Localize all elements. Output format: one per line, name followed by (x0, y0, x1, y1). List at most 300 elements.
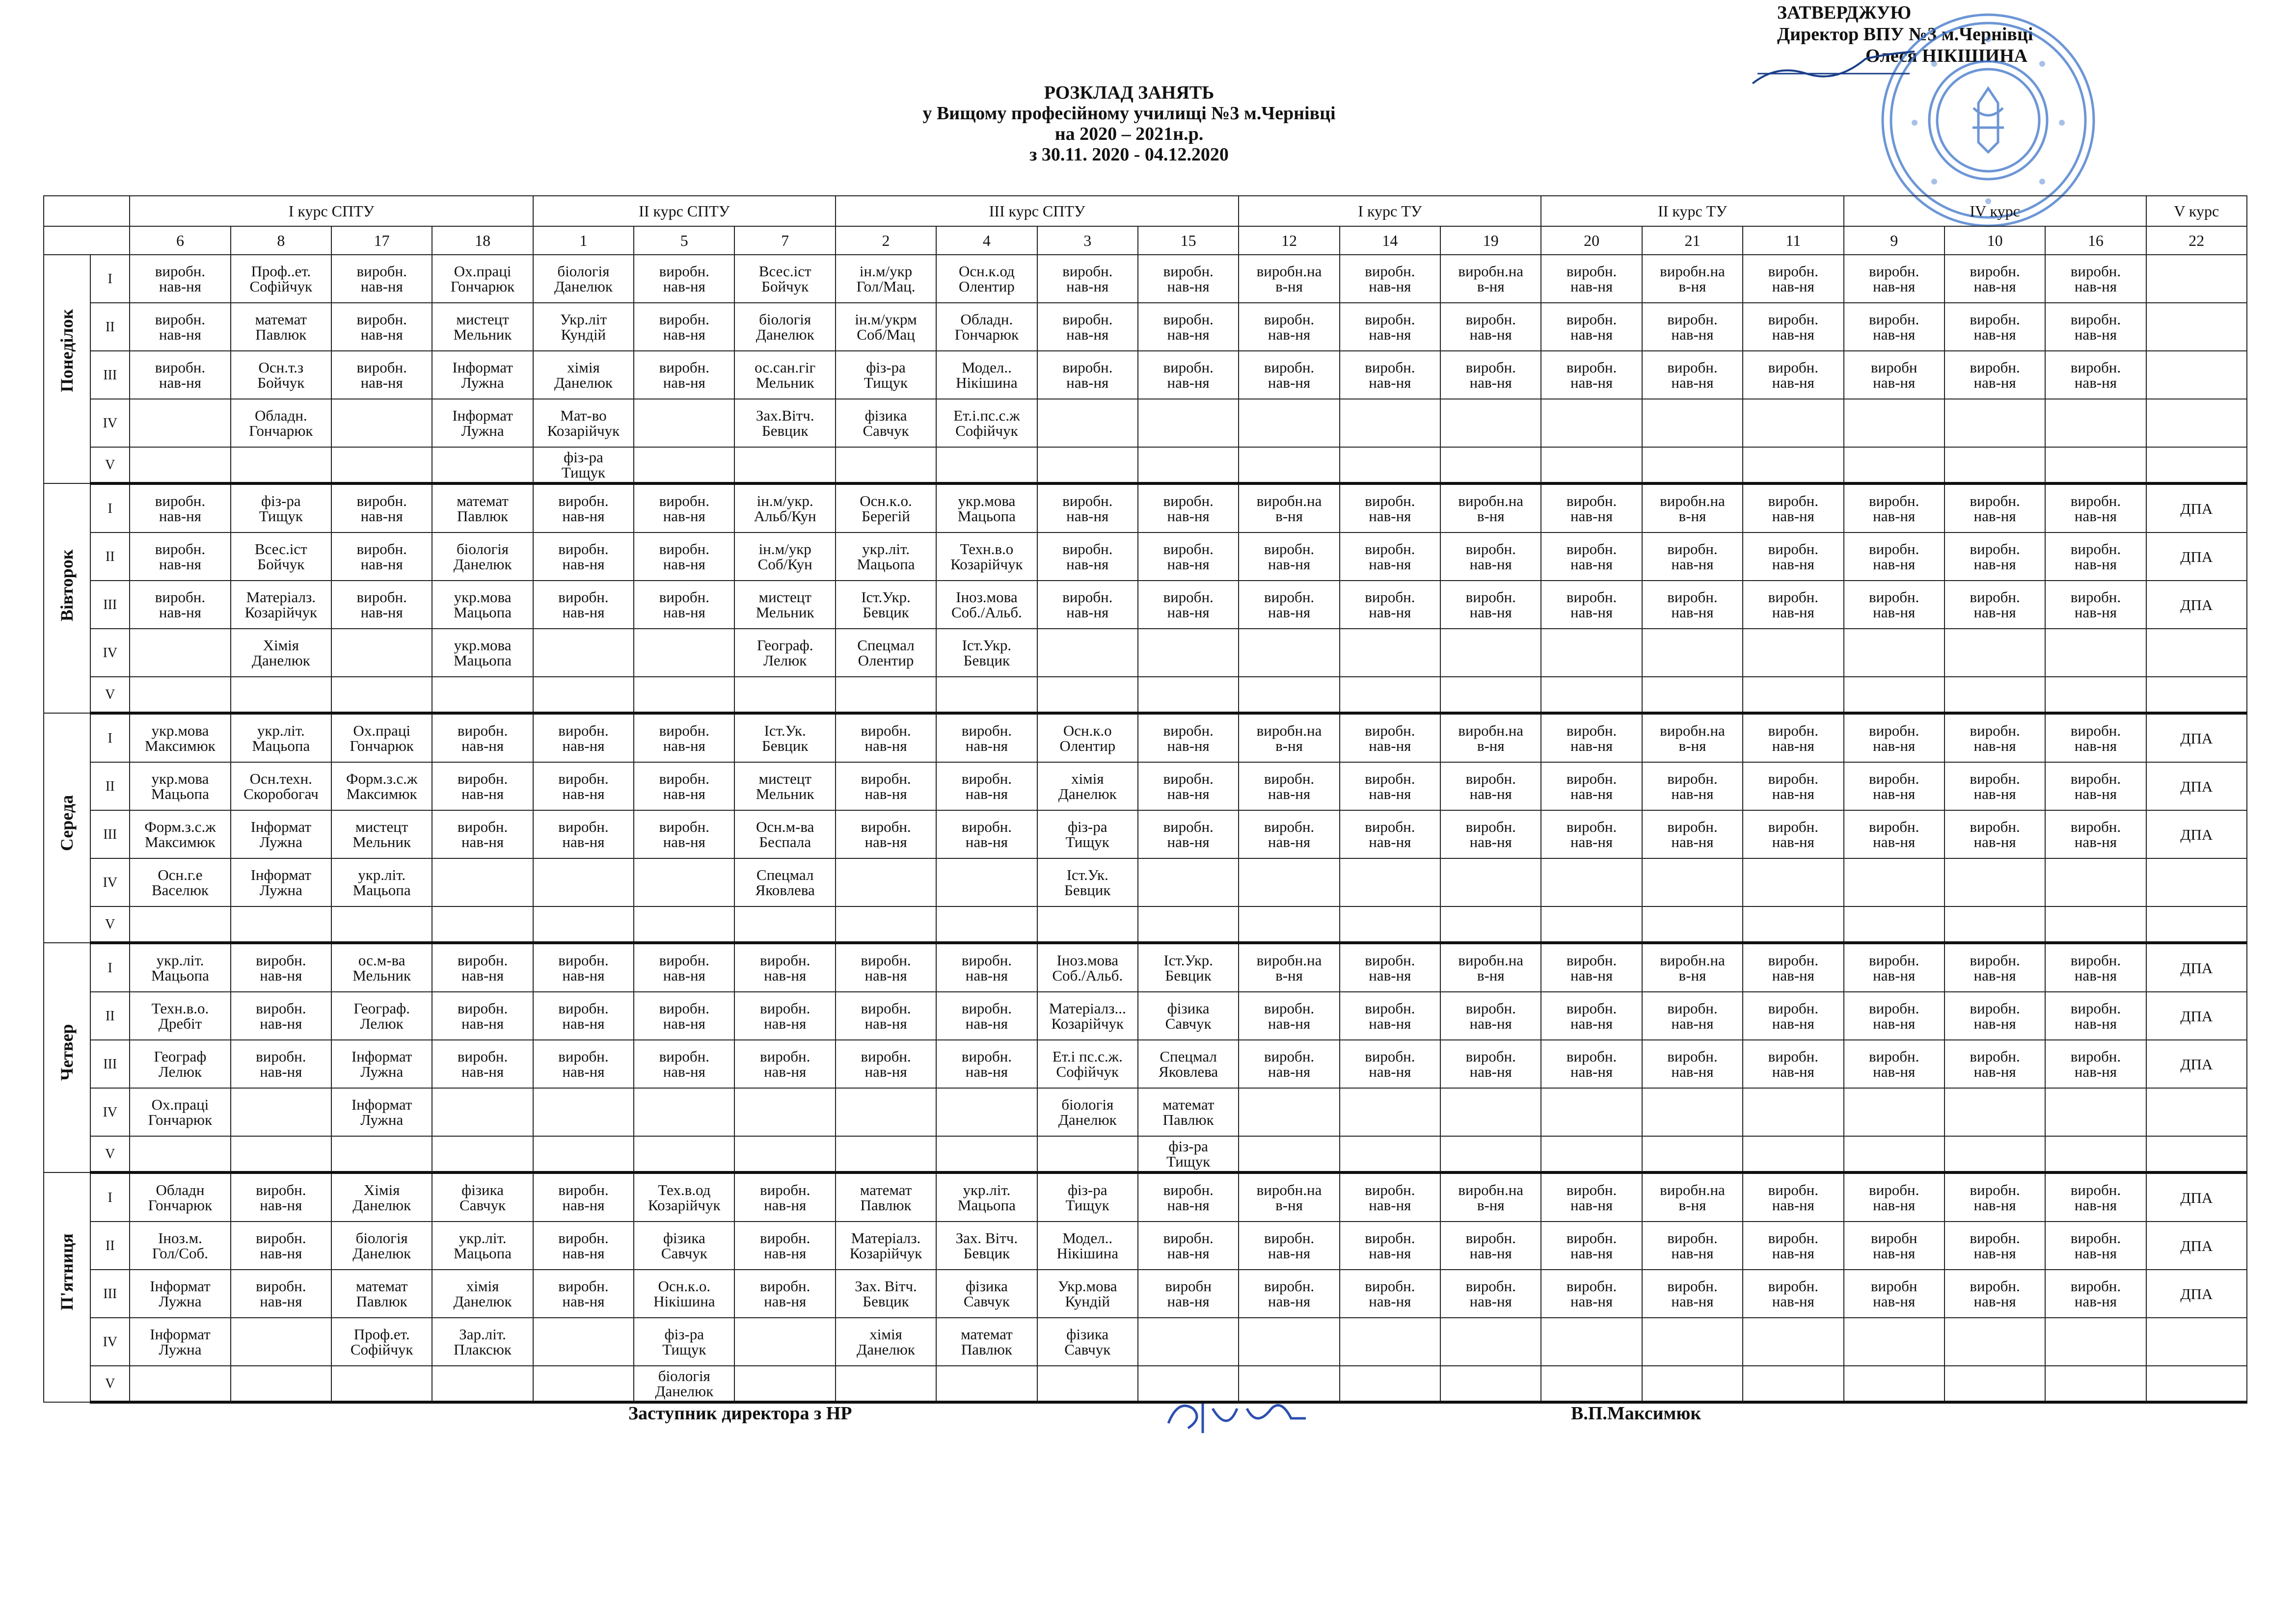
lesson-text: виробн. (1970, 359, 2020, 376)
lesson-text: виробн. (256, 1000, 306, 1017)
lesson-text: виробн. (256, 952, 306, 969)
lesson-cell (836, 447, 936, 483)
lesson-text: Ет.і пс.с.ж. (1052, 1048, 1123, 1065)
lesson-text: виробн. (356, 540, 407, 558)
lesson-text: виробн. (1667, 818, 1718, 835)
lesson-text: біологія (759, 311, 811, 328)
lesson-cell (1037, 943, 1138, 992)
lesson-text: виробн. (1264, 1277, 1315, 1295)
lesson-text: нав-ня (1570, 1293, 1613, 1310)
lesson-text: виробн. (1768, 311, 1818, 328)
lesson-cell (1340, 447, 1440, 483)
lesson-text: нав-ня (1469, 604, 1512, 621)
lesson-text: нав-ня (1268, 1015, 1311, 1032)
lesson-text: виробн. (1566, 818, 1617, 835)
lesson-cell (2045, 677, 2146, 713)
lesson-row (44, 629, 2247, 677)
lesson-cell (1037, 1366, 1138, 1402)
lesson-cell (432, 677, 533, 713)
lesson-text: мистецт (758, 770, 811, 787)
lesson-text: Спецмал (756, 866, 814, 883)
lesson-cell (634, 677, 734, 713)
lesson-text: нав-ня (2074, 556, 2117, 573)
lesson-text: виробн. (1465, 1277, 1516, 1295)
lesson-cell (1037, 532, 1138, 581)
lesson-cell (1138, 483, 1239, 532)
lesson-cell (2146, 713, 2247, 762)
period-number: V (90, 906, 130, 943)
lesson-text: виробн (1870, 1277, 1918, 1295)
lesson-cell (1844, 713, 1945, 762)
lesson-text: Іст.Ук. (1066, 866, 1108, 883)
lesson-cell (1340, 399, 1440, 447)
lesson-cell (1743, 483, 1843, 532)
lesson-text: нав-ня (1469, 1063, 1512, 1080)
group-number: 1 (533, 226, 634, 255)
lesson-text: ДПА (2180, 1189, 2213, 1206)
lesson-cell (533, 677, 634, 713)
lesson-text: виробн. (1566, 1000, 1617, 1017)
lesson-text: виробн. (1264, 540, 1315, 558)
lesson-text: виробн. (457, 770, 508, 787)
lesson-cell (1037, 303, 1138, 351)
lesson-text: нав-ня (159, 374, 202, 391)
lesson-text: Обладн. (254, 407, 307, 424)
lesson-text: виробн. (1869, 1000, 1919, 1017)
lesson-cell (432, 1270, 533, 1318)
lesson-cell (1743, 399, 1843, 447)
lesson-cell (130, 483, 230, 532)
lesson-cell (331, 1172, 432, 1222)
lesson-text: Савчук (1165, 1015, 1212, 1032)
lesson-text: виробн. (2070, 1181, 2121, 1198)
lesson-text: фіз-ра (261, 492, 301, 509)
lesson-text: нав-ня (663, 604, 705, 621)
day-label: П'ятниця (57, 1233, 77, 1310)
lesson-text: виробн. (1465, 770, 1516, 787)
lesson-text: виробн. (1365, 588, 1415, 606)
lesson-text: виробн. (558, 770, 609, 787)
lesson-text: математ (255, 311, 307, 328)
lesson-text: фізика (864, 407, 907, 424)
title-line-3: на 2020 – 2021н.р. (1054, 124, 1204, 144)
course-header: ІІІ курс СПТУ (836, 196, 1239, 226)
lesson-text: Соб/Мац (857, 326, 915, 343)
lesson-cell (1945, 677, 2045, 713)
lesson-text: нав-ня (1369, 1063, 1411, 1080)
group-number: 3 (1037, 226, 1138, 255)
lesson-text: Савчук (963, 1293, 1010, 1310)
lesson-text: укр.літ. (358, 866, 406, 883)
lesson-text: нав-ня (2074, 967, 2117, 984)
lesson-cell (836, 677, 936, 713)
lesson-text: виробн. (1970, 1048, 2020, 1065)
lesson-text: Савчук (459, 1197, 506, 1214)
lesson-cell (634, 351, 734, 399)
lesson-cell (1642, 677, 1743, 713)
lesson-text: Козарійчук (648, 1197, 721, 1214)
lesson-text: виробн. (155, 359, 206, 376)
lesson-text: нав-ня (1772, 507, 1814, 525)
lesson-text: нав-ня (562, 556, 605, 573)
lesson-cell (836, 1270, 936, 1318)
lesson-text: Софійчук (1056, 1063, 1119, 1080)
lesson-text: виробн. (1062, 492, 1113, 509)
lesson-cell (1340, 255, 1440, 303)
lesson-text: Альб/Кун (754, 507, 816, 525)
lesson-cell (1945, 810, 2045, 858)
lesson-text: нав-ня (1973, 737, 2016, 754)
lesson-text: Інформат (250, 866, 312, 883)
group-number: 21 (1642, 226, 1743, 255)
lesson-text: Козарійчук (1051, 1015, 1124, 1032)
lesson-cell (634, 1136, 734, 1172)
lesson-text: Павлюк (356, 1293, 407, 1310)
lesson-cell (2045, 992, 2146, 1040)
lesson-text: нав-ня (2074, 1293, 2117, 1310)
lesson-text: Осн.т.з (258, 359, 304, 376)
lesson-text: виробн. (1365, 818, 1415, 835)
lesson-text: нав-ня (1469, 785, 1512, 802)
lesson-cell (1138, 1318, 1239, 1366)
lesson-cell (231, 943, 331, 992)
period-number: ІV (90, 1088, 130, 1136)
lesson-cell (634, 483, 734, 532)
lesson-cell (1037, 677, 1138, 713)
lesson-text: нав-ня (159, 326, 202, 343)
lesson-text: виробн. (1869, 311, 1919, 328)
lesson-text: виробн. (457, 818, 508, 835)
lesson-cell (1340, 762, 1440, 810)
lesson-text: Бойчук (257, 374, 305, 391)
lesson-text: ДПА (2180, 548, 2213, 565)
lesson-cell (1138, 677, 1239, 713)
lesson-row (44, 399, 2247, 447)
lesson-text: виробн. (1768, 1000, 1818, 1017)
lesson-text: нав-ня (1973, 1015, 2016, 1032)
lesson-cell (1440, 581, 1541, 629)
lesson-text: нав-ня (360, 604, 403, 621)
lesson-cell (1945, 1318, 2045, 1366)
lesson-cell (1945, 629, 2045, 677)
lesson-cell (1138, 351, 1239, 399)
lesson-text: виробн. (558, 1181, 609, 1198)
lesson-cell (836, 1222, 936, 1270)
lesson-text: нав-ня (1973, 967, 2016, 984)
lesson-text: виробн. (1163, 540, 1214, 558)
lesson-text: нав-ня (1268, 374, 1311, 391)
lesson-text: Мацьопа (454, 652, 512, 669)
lesson-text: нав-ня (1268, 785, 1311, 802)
lesson-text: виробн. (1365, 770, 1415, 787)
lesson-text: Гончарюк (249, 422, 313, 439)
lesson-cell (1340, 1270, 1440, 1318)
lesson-text: Савчук (661, 1245, 707, 1262)
lesson-text: виробн. (1768, 1048, 1818, 1065)
lesson-cell (1945, 532, 2045, 581)
lesson-text: нав-ня (562, 1015, 605, 1032)
lesson-cell (1340, 713, 1440, 762)
lesson-text: ін.м/укр. (756, 492, 813, 509)
lesson-text: Матеріалз. (246, 588, 316, 606)
period-number: ІІІ (90, 810, 130, 858)
lesson-text: Інформат (150, 1277, 211, 1295)
lesson-text: виробн. (1970, 492, 2020, 509)
lesson-cell (130, 1318, 230, 1366)
lesson-cell (734, 532, 835, 581)
lesson-text: хімія (567, 359, 600, 376)
lesson-text: виробн. (1667, 1048, 1718, 1065)
lesson-text: укр.літ. (459, 1229, 507, 1247)
group-number: 15 (1138, 226, 1239, 255)
lesson-cell (2146, 677, 2247, 713)
lesson-cell (331, 677, 432, 713)
lesson-text: нав-ня (260, 1197, 302, 1214)
lesson-cell (2045, 483, 2146, 532)
lesson-text: нав-ня (1268, 1245, 1311, 1262)
lesson-text: фізика (1066, 1326, 1109, 1343)
lesson-text: Олентир (1059, 737, 1116, 754)
lesson-text: виробн. (155, 588, 206, 606)
lesson-text: виробн. (1768, 540, 1818, 558)
lesson-cell (1239, 399, 1339, 447)
lesson-row (44, 1088, 2247, 1136)
lesson-cell (130, 943, 230, 992)
lesson-cell (1340, 677, 1440, 713)
lesson-text: виробн. (861, 818, 911, 835)
lesson-text: нав-ня (1167, 1293, 1210, 1310)
lesson-cell (734, 1270, 835, 1318)
lesson-cell (1340, 1222, 1440, 1270)
lesson-text: нав-ня (764, 1063, 807, 1080)
lesson-text: Всес.іст (254, 540, 307, 558)
lesson-text: нав-ня (864, 1063, 907, 1080)
approval-line-2: Директор ВПУ №3 м.Чернівці (1777, 24, 2033, 45)
lesson-cell (1138, 532, 1239, 581)
lesson-text: Укр.мова (1057, 1277, 1117, 1295)
lesson-text: нав-ня (1973, 507, 2016, 525)
lesson-cell (1239, 906, 1339, 943)
lesson-text: Географ (154, 1048, 207, 1065)
lesson-text: Модел.. (961, 359, 1012, 376)
lesson-text: укр.літ. (257, 722, 305, 739)
lesson-cell (331, 399, 432, 447)
lesson-text: Мельник (756, 785, 814, 802)
lesson-cell (734, 447, 835, 483)
lesson-cell (2146, 629, 2247, 677)
lesson-cell (836, 858, 936, 906)
lesson-text: виробн. (1566, 722, 1617, 739)
lesson-text: нав-ня (1973, 374, 2016, 391)
lesson-text: нав-ня (1671, 556, 1714, 573)
period-number: V (90, 1136, 130, 1172)
lesson-text: нав-ня (965, 785, 1008, 802)
group-number: 2 (836, 226, 936, 255)
lesson-text: Павлюк (457, 507, 509, 525)
lesson-text: нав-ня (965, 1063, 1008, 1080)
lesson-cell (1541, 483, 1642, 532)
lesson-text: нав-ня (1570, 374, 1613, 391)
lesson-cell (1642, 1366, 1743, 1402)
lesson-text: виробн. (1465, 311, 1516, 328)
lesson-text: Іноз.мова (956, 588, 1018, 606)
lesson-cell (432, 399, 533, 447)
lesson-cell (331, 1136, 432, 1172)
lesson-cell (331, 943, 432, 992)
lesson-text: нав-ня (1973, 785, 2016, 802)
lesson-text: Мельник (352, 967, 411, 984)
lesson-text: ДПА (2180, 1237, 2213, 1254)
lesson-cell (1743, 351, 1843, 399)
lesson-cell (432, 629, 533, 677)
lesson-cell (1037, 1136, 1138, 1172)
lesson-text: виробн. (961, 1048, 1012, 1065)
lesson-cell (1037, 1040, 1138, 1088)
lesson-cell (634, 303, 734, 351)
lesson-text: нав-ня (1772, 326, 1814, 343)
lesson-cell (432, 1318, 533, 1366)
lesson-text: нав-ня (1369, 604, 1411, 621)
lesson-row (44, 532, 2247, 581)
lesson-text: нав-ня (1772, 278, 1814, 295)
lesson-text: Дребіт (158, 1015, 202, 1032)
lesson-text: виробн. (1768, 359, 1818, 376)
lesson-cell (836, 1172, 936, 1222)
lesson-text: Тищук (864, 374, 908, 391)
lesson-cell (836, 255, 936, 303)
lesson-text: виробн. (558, 722, 609, 739)
lesson-text: ос.сан.гіг (755, 359, 816, 376)
lesson-text: нав-ня (1671, 1245, 1714, 1262)
lesson-text: виробн. (659, 492, 709, 509)
lesson-text: виробн. (659, 1000, 709, 1017)
lesson-text: нав-ня (1570, 785, 1613, 802)
lesson-text: Інформат (351, 1048, 412, 1065)
lesson-cell (836, 943, 936, 992)
lesson-cell (533, 581, 634, 629)
lesson-text: нав-ня (1772, 785, 1814, 802)
lesson-text: нав-ня (1469, 326, 1512, 343)
lesson-text: ін.м/укрм (855, 311, 917, 328)
lesson-cell (2146, 532, 2247, 581)
lesson-cell (1440, 1366, 1541, 1402)
lesson-text: виробн.на (1458, 722, 1524, 739)
lesson-text: нав-ня (1873, 556, 1916, 573)
lesson-cell (936, 255, 1037, 303)
lesson-text: нав-ня (1973, 556, 2016, 573)
lesson-cell (1844, 810, 1945, 858)
lesson-cell (130, 255, 230, 303)
lesson-text: Ох.праці (454, 263, 512, 280)
lesson-text: нав-ня (965, 833, 1008, 851)
lesson-text: Олентир (858, 652, 914, 669)
lesson-row (44, 762, 2247, 810)
lesson-text: нав-ня (965, 1015, 1008, 1032)
lesson-cell (936, 1222, 1037, 1270)
lesson-cell (836, 351, 936, 399)
lesson-text: нав-ня (663, 1015, 705, 1032)
lesson-cell (1642, 906, 1743, 943)
lesson-cell (2146, 1040, 2247, 1088)
lesson-text: укр.мова (958, 492, 1016, 509)
lesson-cell (1642, 1222, 1743, 1270)
lesson-cell (1037, 1172, 1138, 1222)
lesson-text: нав-ня (260, 1063, 302, 1080)
lesson-cell (936, 629, 1037, 677)
lesson-text: Спецмал (857, 637, 915, 654)
lesson-cell (936, 762, 1037, 810)
lesson-text: виробн. (256, 1277, 306, 1295)
lesson-cell (1340, 1366, 1440, 1402)
lesson-cell (130, 303, 230, 351)
lesson-cell (1844, 1172, 1945, 1222)
lesson-text: виробн. (1465, 1229, 1516, 1247)
lesson-text: Мельник (756, 374, 814, 391)
lesson-cell (331, 1040, 432, 1088)
lesson-cell (1743, 1088, 1843, 1136)
lesson-text: ДПА (2180, 825, 2213, 843)
lesson-text: нав-ня (1570, 326, 1613, 343)
lesson-text: Інформат (452, 407, 513, 424)
lesson-cell (734, 1088, 835, 1136)
lesson-text: нав-ня (1268, 556, 1311, 573)
lesson-text: виробн.на (1660, 1181, 1725, 1198)
lesson-cell (634, 1366, 734, 1402)
lesson-text: виробн. (1667, 1277, 1718, 1295)
lesson-cell (1743, 532, 1843, 581)
lesson-cell (432, 447, 533, 483)
lesson-text: нав-ня (562, 737, 605, 754)
lesson-cell (231, 1270, 331, 1318)
lesson-cell (1037, 447, 1138, 483)
lesson-text: в-ня (1678, 507, 1706, 525)
lesson-cell (231, 1318, 331, 1366)
lesson-cell (1239, 532, 1339, 581)
lesson-cell (836, 1366, 936, 1402)
lesson-cell (1945, 483, 2045, 532)
lesson-cell (130, 810, 230, 858)
lesson-text: ДПА (2180, 500, 2213, 517)
lesson-text: нав-ня (1469, 1015, 1512, 1032)
day-label: Вівторок (57, 549, 77, 621)
lesson-text: Мельник (352, 833, 411, 851)
lesson-text: Козарійчук (547, 422, 620, 439)
lesson-text: Кундій (561, 326, 606, 343)
lesson-text: хімія (1071, 770, 1104, 787)
lesson-text: нав-ня (1873, 785, 1916, 802)
lesson-cell (533, 906, 634, 943)
lesson-text: виробн. (558, 540, 609, 558)
lesson-text: Гончарюк (148, 1111, 213, 1128)
lesson-text: нав-ня (1167, 785, 1210, 802)
lesson-cell (1743, 1222, 1843, 1270)
lesson-cell (1541, 1318, 1642, 1366)
lesson-cell (331, 1318, 432, 1366)
approval-line-1: ЗАТВЕРДЖУЮ (1777, 2, 1912, 23)
lesson-cell (1642, 810, 1743, 858)
lesson-cell (836, 1088, 936, 1136)
lesson-text: нав-ня (864, 967, 907, 984)
lesson-cell (1743, 629, 1843, 677)
lesson-text: виробн. (1970, 263, 2020, 280)
lesson-cell (1037, 629, 1138, 677)
lesson-text: ін.м/укр (859, 263, 913, 280)
lesson-cell (936, 858, 1037, 906)
lesson-cell (1743, 581, 1843, 629)
lesson-text: виробн. (1768, 1181, 1818, 1198)
lesson-text: нав-ня (1167, 278, 1210, 295)
lesson-text: виробн. (759, 952, 810, 969)
